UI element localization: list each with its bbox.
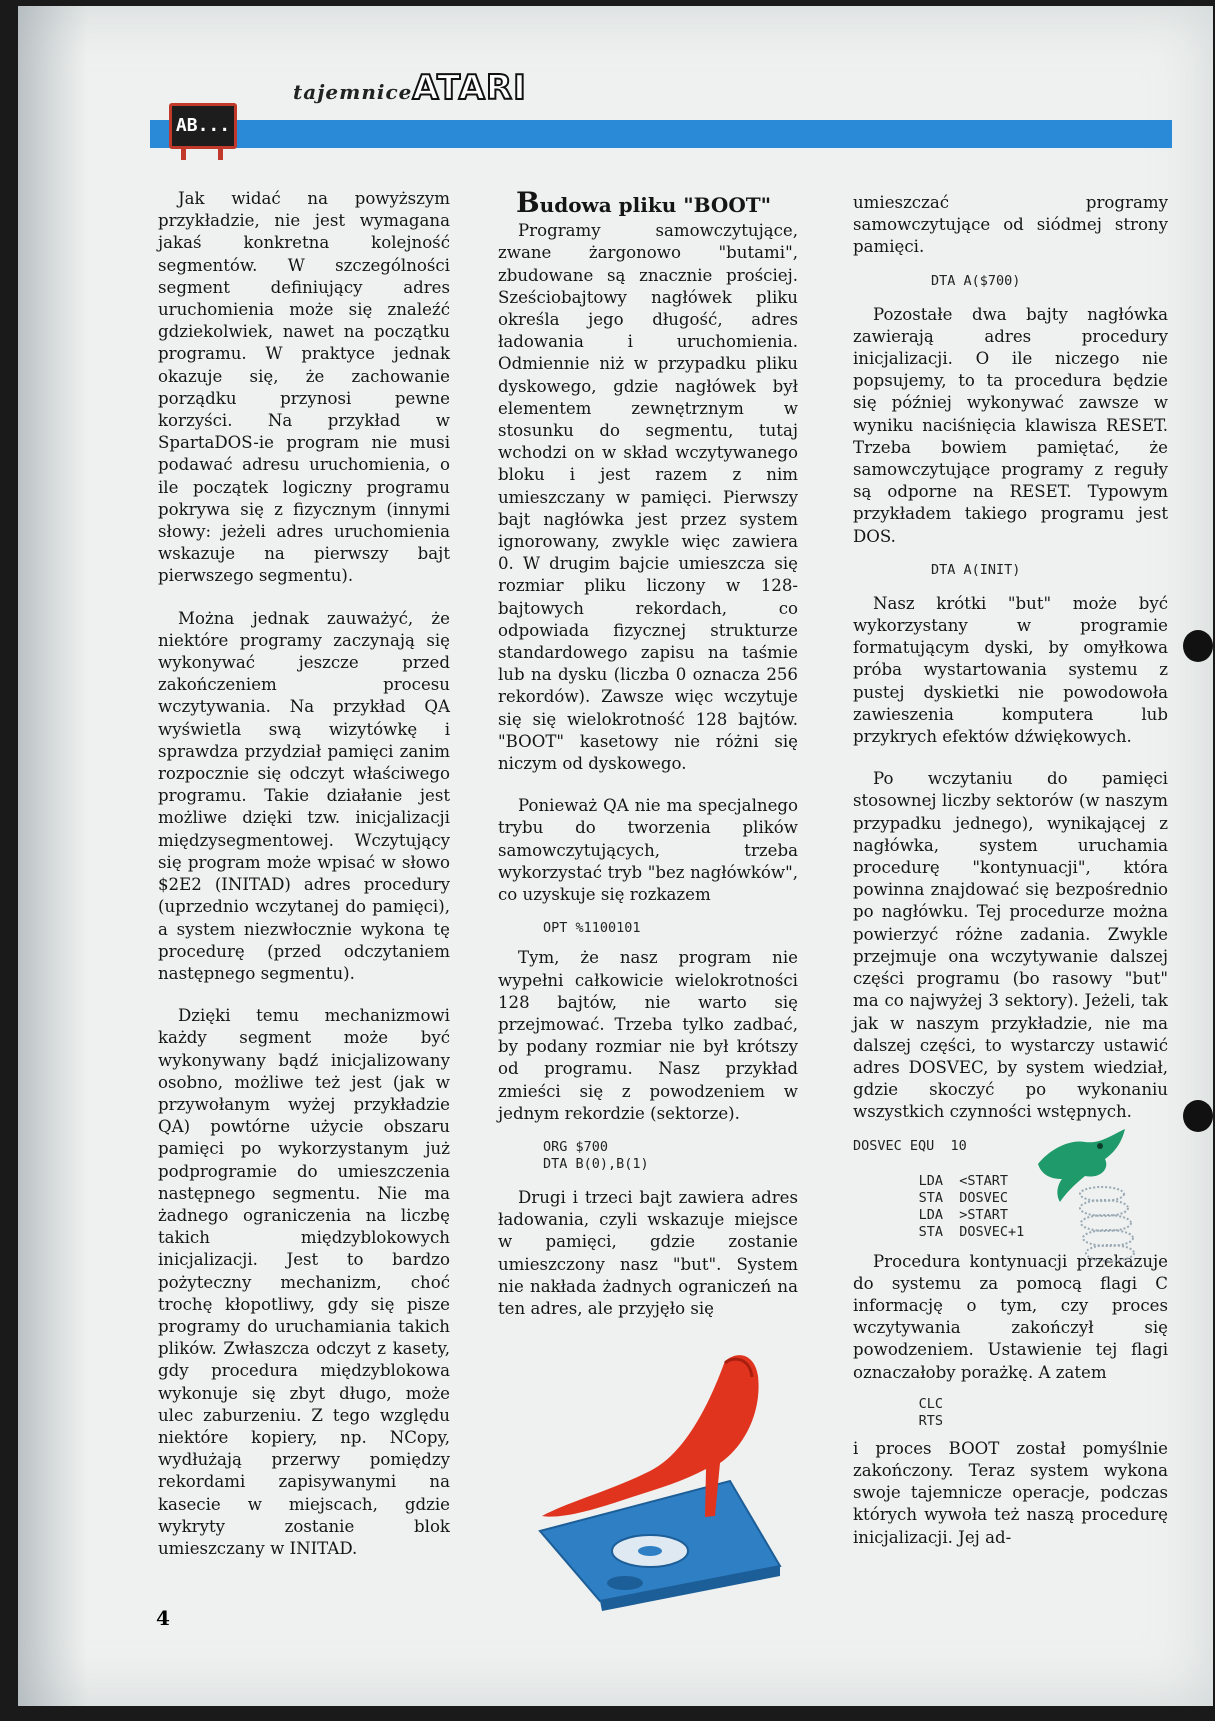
- section-header-bar: [150, 120, 1172, 148]
- badge-easel-leg-left: [181, 146, 186, 160]
- binder-hole-top: [1183, 630, 1213, 662]
- col3-paragraph-6: i proces BOOT został pomyślnie zakończony. Teraz system wykona swoje tajemnicze operacje, podczas których wywoła też naszą procedurę inicjalizacji. Jej ad-: [853, 1438, 1168, 1547]
- code-dta-init: DTA A(INIT): [931, 561, 1021, 578]
- column-3: [853, 192, 1168, 1549]
- page-shadow: [18, 6, 88, 1706]
- col3-paragraph-5: Procedura kontynuacji przekazuje do systemu za pomocą flagi C informację o tym, czy proces wczytywania zakończył się powodzeniem. Ustawienie tej flagi oznaczałoby porażkę. A zatem: [853, 1251, 1168, 1382]
- col2-paragraph-2: Ponieważ QA nie ma specjalnego trybu do tworzenia plików samowczytujących, trzeba wykorzystać tryb "bez nagłówków", co uzyskuje się rozkazem: [498, 796, 798, 905]
- section-heading: [516, 186, 798, 219]
- shoe-on-floppy-illustration: [530, 1351, 790, 1611]
- col1-paragraph-2: Można jednak zauważyć, że niektóre programy zaczynają się wykonywać jeszcze przed zakończeniem procesu wczytywania. Na przykład QA wyświetla swą wizytówkę i sprawdza przydział pamięci zanim rozpocznie się odczyt właściwego programu. Takie działanie jest możliwe dzięki tzw. inicjalizacji międzysegmentowej. Wczytujący się program może wpisać w słowo $2E2 (INITAD) adres procedury (uprzednio wczytanej do pamięci), a system niezwłocznie wykona tę procedurę (przed odczytaniem następnego segmentu).: [158, 608, 450, 983]
- col3-paragraph-3: Nasz krótki "but" może być wykorzystany w programie formatującym dyski, by omyłkowa próba wystartowania systemu z pustej dyskietki nie powodowoła zawieszenia komputera lub przykrych efektów dźwiękowych.: [853, 593, 1168, 747]
- frog-icon: [1038, 1129, 1125, 1202]
- code-lda-sta: LDA <START STA DOSVEC LDA >START STA DOSVEC+1: [918, 1172, 1025, 1240]
- code-clc-rts: CLC RTS: [918, 1395, 944, 1429]
- column-2: [498, 186, 798, 1320]
- logo-small-text: tajemnice: [293, 80, 413, 104]
- code-dosvec-equ: DOSVEC EQU 10: [853, 1137, 967, 1154]
- jumping-frog-illustration: [1030, 1124, 1140, 1274]
- binder-hole-bottom: [1183, 1100, 1213, 1132]
- heading-initial: B: [516, 186, 540, 219]
- magazine-logo: [293, 68, 527, 108]
- section-badge: AB...: [169, 103, 237, 149]
- column-1: [158, 188, 450, 1560]
- col1-paragraph-3: Dzięki temu mechanizmowi każdy segment może być wykonywany bądź inicjalizowany osobno, możliwe też jest (jak w przywołanym wyżej przykładzie QA) powtórne użycie obszaru pamięci po wykorzystanym już podprogramie do umieszczenia następnego segmentu. Nie ma żadnego ograniczenia na liczbę takich międzyblokowych inicjalizacji. Jest to bardzo pożyteczny mechanizm, choć trochę kłopotliwy, gdy się pisze programy do uruchamiania takich plików. Zwłaszcza odczyt z kasety, gdy procedura międzyblokowa wykonuje się zbyt długo, może ulec zaburzeniu. Z tego względu niektóre kopiery, np. NCopy, wydłużają przerwy pomiędzy rekordami zapisywanymi na kasecie w miejscach, gdzie wykryty zostanie blok umieszczany w INITAD.: [158, 1006, 450, 1558]
- floppy-disk-icon: [540, 1481, 780, 1611]
- col2-paragraph-1: Programy samowczytujące, zwane żargonowo "butami", zbudowane są znacznie prościej. Sześciobajtowy nagłówek pliku określa jego długość, adres ładowania i uruchomienia. Odmiennie niż w przypadku pliku dyskowego, gdzie nagłówek był elementem zewnętrznym w stosunku do segmentu, tutaj wchodzi on w skład wczytywanego bloku i jest razem z nim umieszczany w pamięci. Pierwszy bajt nagłówka jest przez system ignorowany, zwykle więc zawiera 0. W drugim bajcie umieszcza się rozmiar pliku liczony w 128-bajtowych rekordach, co odpowiada fizycznej strukturze standardowego zapisu na taśmie lub na dysku (liczba 0 oznacza 256 rekordów). Zawsze więc wczytuje się się wielokrotność 128 bajtów. "BOOT" kasetowy nie różni się niczym od dyskowego.: [498, 221, 798, 774]
- col3-paragraph-2: Pozostałe dwa bajty nagłówka zawierają adres procedury inicjalizacji. O ile niczego nie popsujemy, to ta procedura będzie się później wykonywać zawsze w wyniku naciśnięcia klawisza RESET. Trzeba bowiem pamiętać, że samowczytujące programy z reguły są odporne na RESET. Typowym przykładem takiego programu jest DOS.: [853, 304, 1168, 546]
- code-dta-700: DTA A($700): [931, 272, 1021, 289]
- col2-paragraph-3: Tym, że nasz program nie wypełni całkowicie wielokrotności 128 bajtów, nie warto się przejmować. Trzeba tylko zadbać, by podany rozmiar nie był krótszy od programu. Nasz przykład zmieści się z powodzeniem w jednym rekordzie (sektorze).: [498, 948, 798, 1123]
- code-opt: OPT %1100101: [543, 920, 641, 937]
- col2-paragraph-4: Drugi i trzeci bajt zawiera adres ładowania, czyli wskazuje miejsce w pamięci, gdzie zostanie umieszczony nasz "but". System nie nakłada żadnych ograniczeń na ten adres, ale przyjęło się: [498, 1187, 798, 1318]
- logo-big-text: ATARI: [412, 68, 527, 108]
- code-org: ORG $700 DTA B(0),B(1): [543, 1138, 649, 1172]
- heading-rest: udowa pliku "BOOT": [539, 193, 772, 217]
- col1-paragraph-1: Jak widać na powyższym przykładzie, nie jest wymagana jakaś konkretna kolejność segmentów. W szczególności segment definiujący adres uruchomienia może się znaleźć gdziekolwiek, nawet na początku programu. W praktyce jednak okazuje się, że zachowanie porządku przynosi pewne korzyści. Na przykład w SpartaDOS-ie program nie musi podawać adresu uruchomienia, o ile początek logiczny programu pokrywa się z fizycznym (innymi słowy: jeżeli adres uruchomienia wskazuje na pierwszy bajt pierwszego segmentu).: [158, 189, 450, 586]
- spring-coil-icon: [1080, 1187, 1134, 1261]
- col3-paragraph-1: umieszczać programy samowczytujące od siódmej strony pamięci.: [853, 193, 1168, 257]
- badge-easel-leg-right: [218, 146, 223, 160]
- col3-paragraph-4: Po wczytaniu do pamięci stosownej liczby sektorów (w naszym przypadku jednego), wynikającej z nagłówka, system uruchamia procedurę "kontynuacji", która powinna znajdować się bezpośrednio po nagłówku. Tej procedurze można powierzyć różne zadania. Zwykle przejmuje ona wczytywanie dalszej części programu (bo rasowy "but" ma co najwyżej 3 sektory). Jeżeli, tak jak w naszym przykładzie, nie ma dalszej części, to wystarczy ustawić adres DOSVEC, by system wiedział, gdzie skoczyć po wykonaniu wszystkich czynności wstępnych.: [853, 769, 1168, 1122]
- magazine-page: [18, 6, 1213, 1706]
- page-number: 4: [156, 1606, 170, 1630]
